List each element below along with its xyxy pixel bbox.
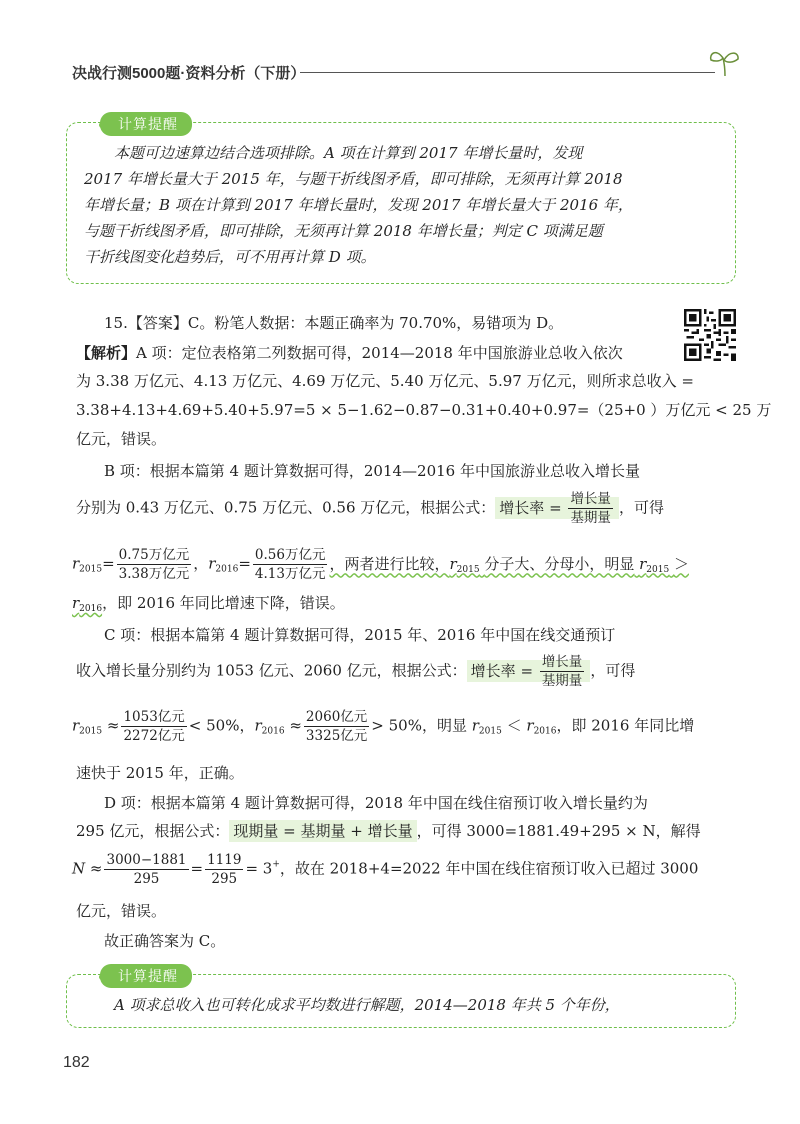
tip-line: A 项求总收入也可转化成求平均数进行解题，2014—2018 年共 5 个年份， <box>114 996 620 1014</box>
sprout-icon <box>708 46 742 78</box>
lt-sign: ＜ <box>506 716 522 735</box>
frac-num: 2060亿元 <box>305 709 368 725</box>
tip-line: 干折线图变化趋势后，可不用再计算 D 项。 <box>84 248 376 266</box>
r-symbol: r <box>72 594 80 612</box>
frac-den: 基期量 <box>541 673 583 689</box>
b-fraction-2 <box>253 546 328 583</box>
header-rule <box>300 72 715 73</box>
r-sub: 2015 <box>79 726 103 737</box>
r-sub: 2015 <box>478 726 502 737</box>
frac-num: 0.75万亿元 <box>118 547 190 563</box>
analysis-c-line-4: 速快于 2015 年，正确。 <box>76 764 244 782</box>
formula-fraction <box>568 490 613 527</box>
current-value-formula: 现期量 = 基期量 + 增长量 <box>229 820 416 842</box>
d-fraction-2 <box>205 851 243 888</box>
tip-line: 2017 年增长量大于 2015 年，与题干折线图矛盾，即可排除，无须再计算 2018 <box>84 170 623 188</box>
c-gt50: > 50%，明显 <box>371 716 467 735</box>
answer-prefix: 15.【答案】 <box>104 314 188 332</box>
r-sub: 2016 <box>533 726 557 737</box>
tip-line: 与题干折线图矛盾，即可排除，无须再计算 2018 年增长量；判定 C 项满足题 <box>84 222 603 240</box>
frac-den: 3325亿元 <box>305 728 368 744</box>
running-header-title: 决战行测5000题·资料分析（下册） <box>72 65 306 82</box>
frac-den: 3.38万亿元 <box>118 566 190 582</box>
tip-line: 本题可边速算边结合选项排除。A 项在计算到 2017 年增长量时，发现 <box>114 144 583 162</box>
r-symbol: r <box>449 554 457 573</box>
frac-num: 增长量 <box>570 491 611 507</box>
answer-text: C。粉笔人数据：本题正确率为 70.70%，易错项为 D。 <box>187 314 564 332</box>
d-pre: 295 亿元，根据公式： <box>76 822 230 840</box>
frac-num: 1053亿元 <box>123 709 185 725</box>
calc-tip-label-2: 计算提醒 <box>100 964 192 988</box>
r-symbol: r <box>526 716 534 735</box>
formula-eq: = <box>520 661 534 680</box>
r-symbol: r <box>72 554 80 573</box>
analysis-a-line-3: 3.38+4.13+4.69+5.40+5.97=5 × 5−1.62−0.87−0.31+0.40+0.97=（25+0 ）万亿元 < 25 万 <box>76 401 772 419</box>
frac-num: 增长量 <box>541 654 583 670</box>
analysis-b-formula-line: $r_{2015}=$ $\frac{\text{0.75万亿元}}{\text{3.38万亿元}}$ ，$r_{2016}=$ $\frac{\text{0.56万亿元}}{\text{4.13万亿元}}$ ，两者进行比较，$r_{2015}$ 分子大、分母小，明显 $r_{2015}$ ＞ <box>72 547 689 582</box>
analysis-a-text: A 项：定位表格第二列数据可得，2014—2018 年中国旅游业总收入依次 <box>136 344 623 362</box>
d-tail: ，故在 2018+4=2022 年中国在线住宿预订收入已超过 3000 <box>279 859 699 878</box>
r-symbol: r <box>639 554 647 573</box>
r-sub: 2015 <box>456 564 480 575</box>
r-sub: 2015 <box>79 564 103 575</box>
c-fraction-1 <box>121 708 186 745</box>
b-compare2: 分子大、分母小，明显 <box>484 554 635 573</box>
frac-den: 2272亿元 <box>123 728 185 744</box>
d-plus: + <box>272 859 280 870</box>
analysis-d-line-2 <box>76 820 701 841</box>
analysis-d-line-1: D 项：根据本篇第 4 题计算数据可得，2018 年中国在线住宿预订收入增长量约为 <box>104 794 648 812</box>
frac-den: 4.13万亿元 <box>254 566 326 582</box>
wavy-highlight <box>72 594 102 612</box>
analysis-b-line-1: B 项：根据本篇第 4 题计算数据可得，2014—2016 年中国旅游业总收入增长量 <box>104 462 640 480</box>
approx-sign: ≈ <box>89 859 103 878</box>
formula-fraction <box>540 653 585 690</box>
formula-eq: = <box>102 554 115 573</box>
analysis-c-tail: ，可得 <box>590 661 636 680</box>
analysis-d-formula-line <box>72 851 698 888</box>
approx-sign: ≈ <box>106 716 120 735</box>
page-number: 182 <box>63 1054 90 1071</box>
r-sub: 2016 <box>79 604 103 614</box>
qr-code-icon[interactable] <box>684 309 736 361</box>
formula-rate: 增长率 <box>470 661 516 680</box>
r-symbol: r <box>254 716 262 735</box>
analysis-b-line-4 <box>72 592 345 614</box>
tip-line: 年增长量；B 项在计算到 2017 年增长量时，发现 2017 年增长量大于 2016 年， <box>84 196 633 214</box>
calc-tip-text <box>84 140 724 270</box>
c-fraction-2 <box>304 708 369 745</box>
r-symbol: r <box>208 554 216 573</box>
final-answer-line: 故正确答案为 C。 <box>104 932 226 950</box>
answer-line <box>104 312 563 333</box>
analysis-label: 【解析】 <box>76 344 137 362</box>
formula-rate: 增长率 <box>499 498 545 517</box>
frac-num: 3000−1881 <box>106 852 187 868</box>
analysis-a-line-1 <box>76 342 623 363</box>
analysis-d-line-4: 亿元，错误。 <box>76 902 167 920</box>
r-sub: 2015 <box>646 564 670 575</box>
d-fraction-1 <box>104 851 188 888</box>
analysis-c-line-1: C 项：根据本篇第 4 题计算数据可得，2015 年、2016 年中国在线交通预订 <box>104 626 616 644</box>
formula-eq: = <box>238 554 251 573</box>
n-symbol: N <box>72 859 86 878</box>
b-fraction-1 <box>117 546 192 583</box>
b-conclusion: ，即 2016 年同比增速下降，错误。 <box>102 594 345 612</box>
r-sub: 2016 <box>215 564 239 575</box>
d-post: ，可得 3000=1881.49+295 × N，解得 <box>416 822 701 840</box>
frac-den: 295 <box>133 871 160 887</box>
growth-rate-formula <box>495 491 619 526</box>
analysis-c-line-2 <box>76 653 635 690</box>
analysis-a-line-2: 为 3.38 万亿元、4.13 万亿元、4.69 万亿元、5.40 万亿元、5.97 万亿元，则所求总收入 = <box>76 372 694 390</box>
wavy-highlight <box>329 555 689 573</box>
frac-den: 基期量 <box>570 510 611 526</box>
c-lt50: < 50%， <box>188 716 255 735</box>
calc-tip-label: 计算提醒 <box>100 112 192 136</box>
analysis-b-text: 分别为 0.43 万亿元、0.75 万亿元、0.56 万亿元，根据公式： <box>76 498 496 517</box>
d-result: = 3 <box>245 859 273 878</box>
formula-eq: = <box>190 859 204 878</box>
analysis-c-text: 收入增长量分别约为 1053 亿元、2060 亿元，根据公式： <box>76 661 467 680</box>
frac-den: 295 <box>211 871 238 887</box>
growth-rate-formula <box>467 654 591 689</box>
frac-num: 0.56万亿元 <box>254 547 326 563</box>
formula-eq: = <box>549 498 562 517</box>
analysis-b-tail: ，可得 <box>618 498 664 517</box>
analysis-a-line-4: 亿元，错误。 <box>76 430 167 448</box>
gt-sign: ＞ <box>673 554 689 573</box>
analysis-c-formula-line <box>72 708 694 745</box>
b-compare: ，两者进行比较， <box>329 554 450 573</box>
analysis-b-line-2 <box>76 490 664 527</box>
r-sub: 2016 <box>261 726 285 737</box>
r-symbol: r <box>72 716 80 735</box>
c-tail: ，即 2016 年同比增 <box>556 716 695 735</box>
frac-num: 1119 <box>207 852 242 868</box>
calc-tip-text-2 <box>84 992 724 1018</box>
approx-sign: ≈ <box>289 716 302 735</box>
r-symbol: r <box>471 716 479 735</box>
